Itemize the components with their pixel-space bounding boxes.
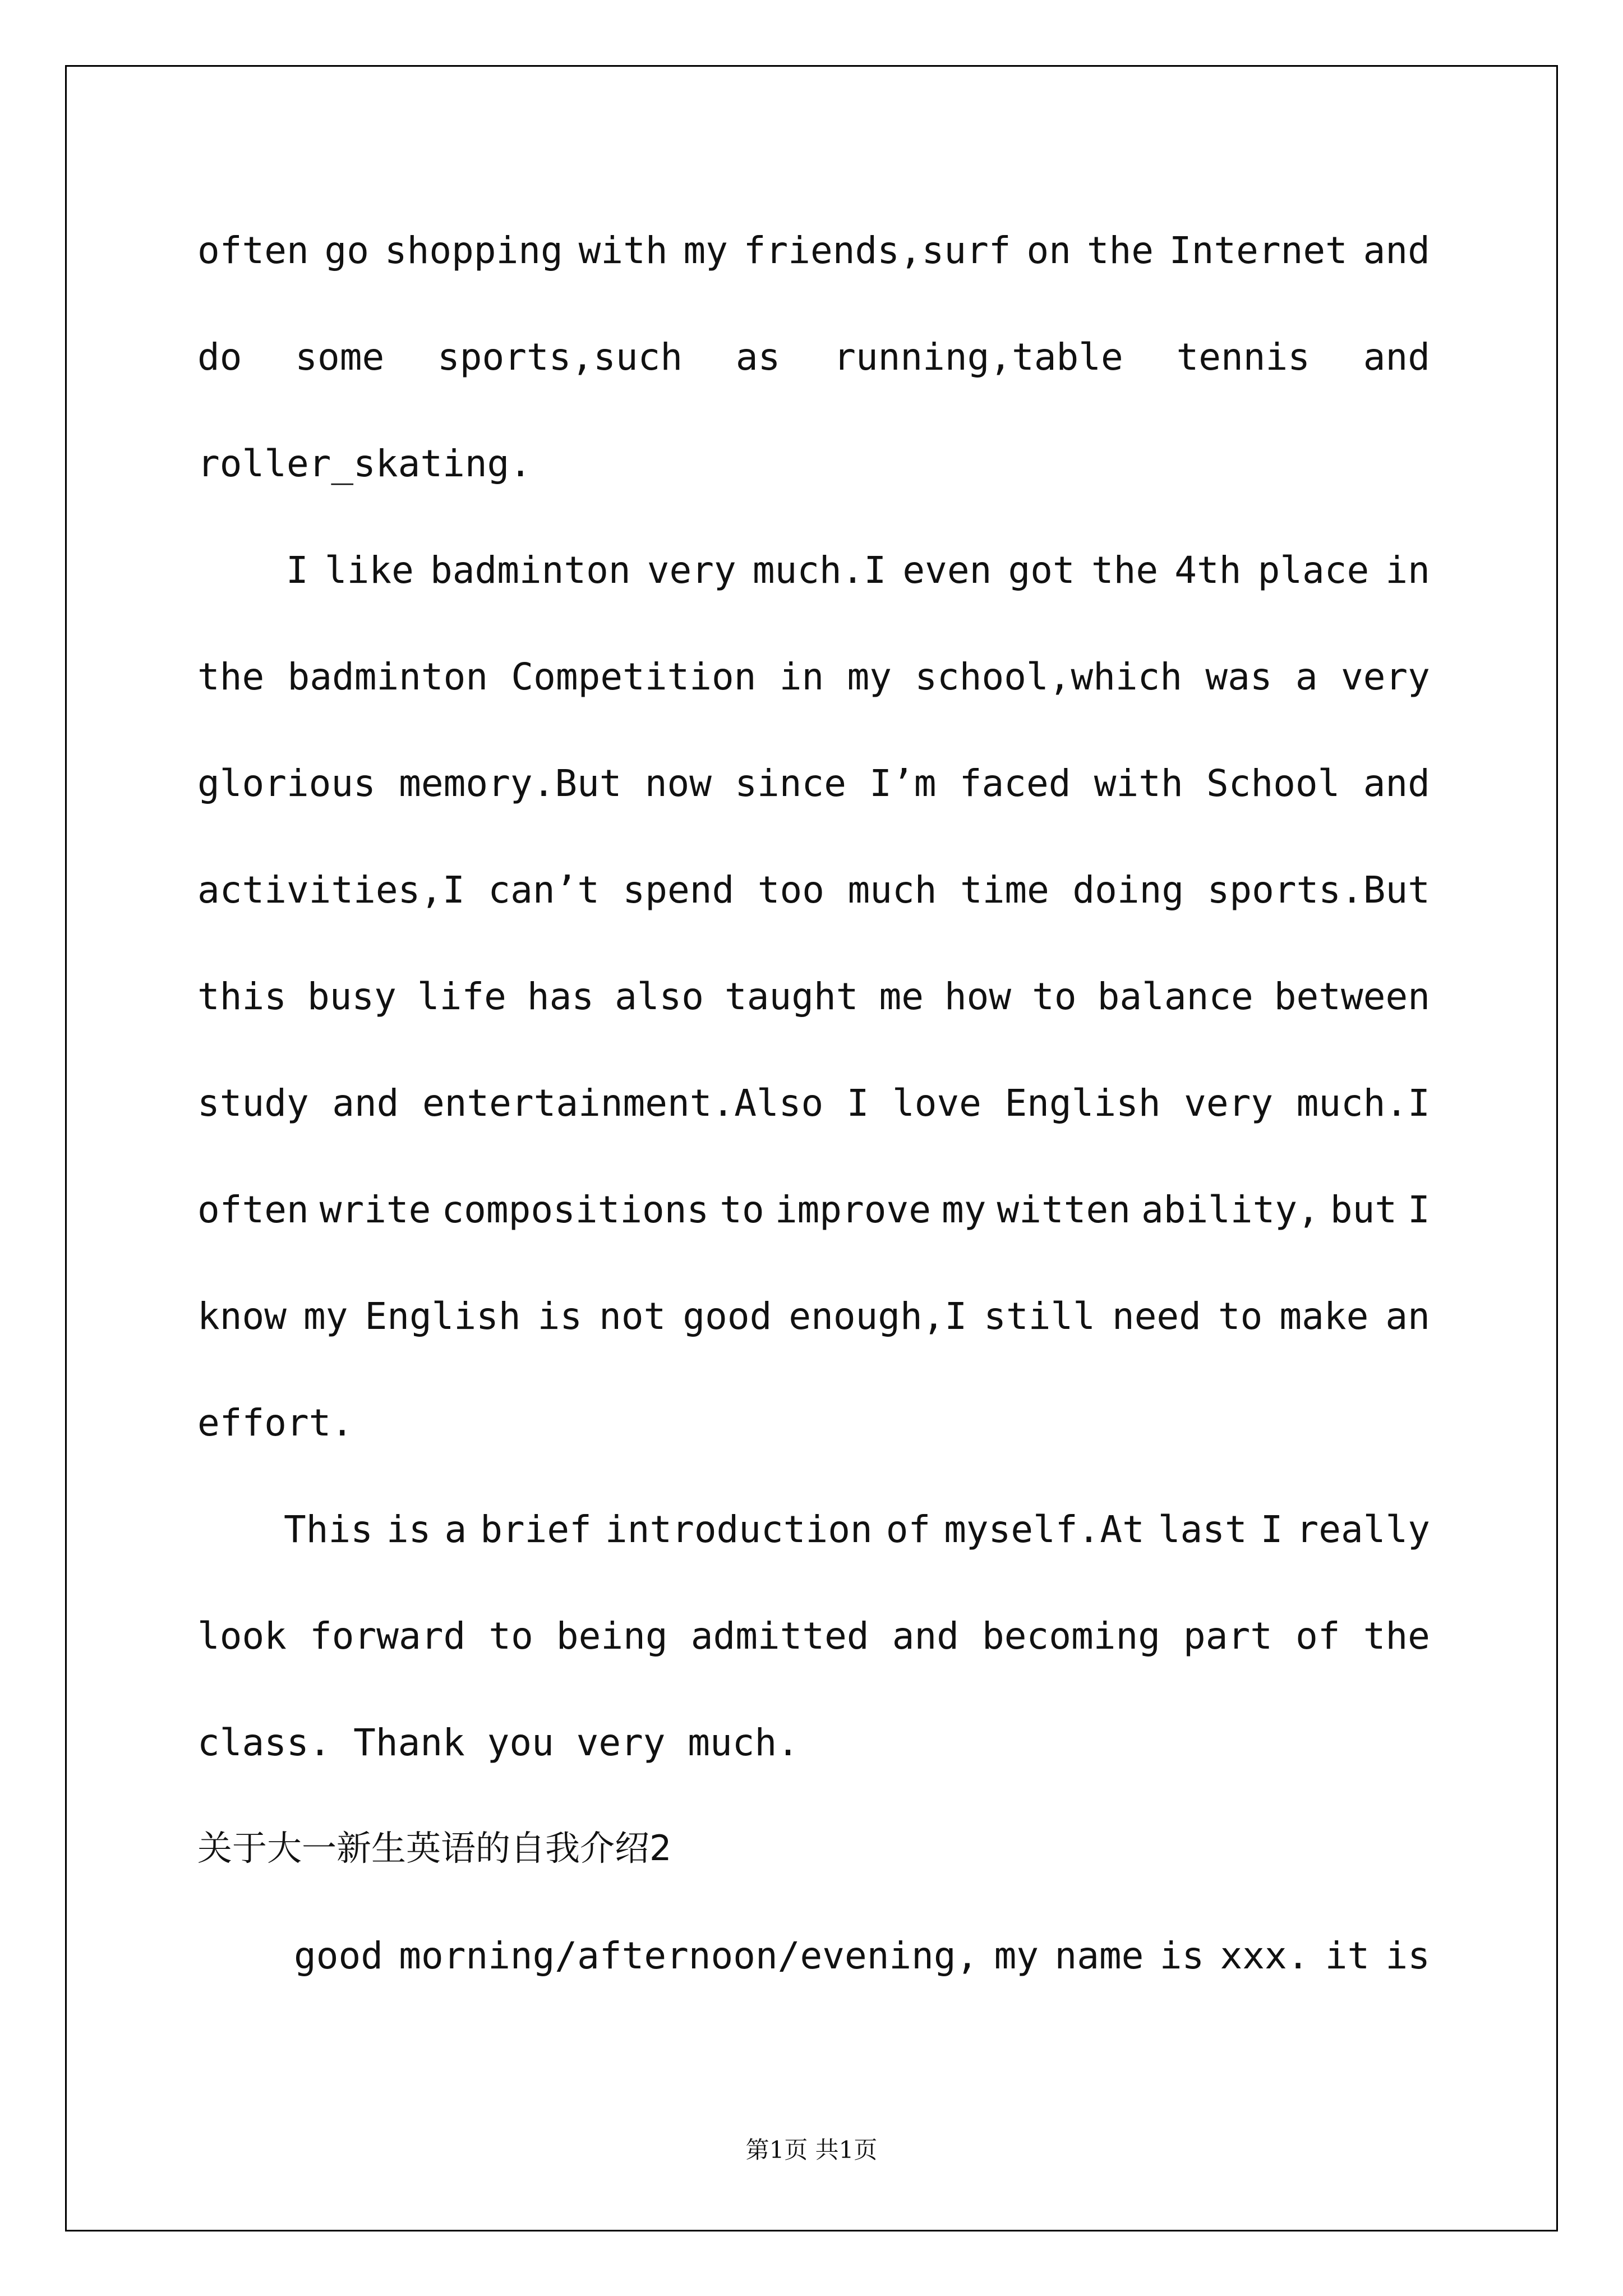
text-line-9: study and entertainment.Also I love English very much.I (197, 1082, 1430, 1125)
section-heading: 关于大一新生英语的自我介绍2 (197, 1828, 672, 1869)
text-line-10: often write compositions to improve my witten ability, but I (197, 1188, 1430, 1231)
text-line-11: know my English is not good enough,I still need to make an (197, 1295, 1430, 1338)
page-border (65, 65, 1558, 2231)
text-line-15: class. Thank you very much. (197, 1721, 799, 1764)
text-line-1: often go shopping with my friends,surf on the Internet and (197, 229, 1430, 272)
page-number: 第1页 共1页 (745, 2136, 878, 2164)
text-line-5: the badminton Competition in my school,which was a very (197, 655, 1430, 698)
text-line-13: This is a brief introduction of myself.At last I really (284, 1508, 1430, 1551)
text-line-8: this busy life has also taught me how to balance between (197, 975, 1430, 1018)
page-footer (0, 2132, 1623, 2165)
text-line-6: glorious memory.But now since I’m faced with School and (197, 762, 1430, 805)
text-line-16: good morning/afternoon/evening, my name is xxx. it is (294, 1934, 1430, 1977)
text-line-7: activities,I can’t spend too much time doing sports.But (197, 868, 1430, 912)
text-line-2: do some sports,such as running,table tennis and (197, 335, 1430, 379)
text-line-3: roller_skating. (197, 442, 532, 485)
text-line-14: look forward to being admitted and becoming part of the (197, 1614, 1430, 1658)
text-line-12: effort. (197, 1401, 354, 1444)
text-line-4: I like badminton very much.I even got the 4th place in (286, 549, 1430, 592)
